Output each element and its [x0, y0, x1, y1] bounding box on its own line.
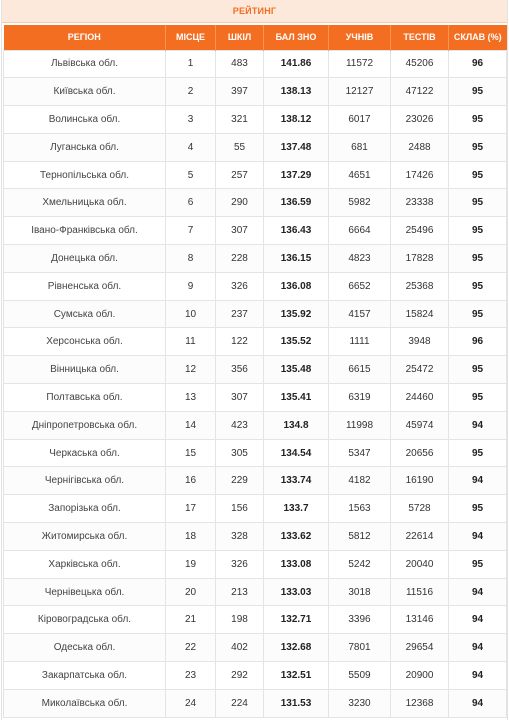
passed-percent-cell: 95 [449, 133, 507, 161]
passed-percent-cell: 94 [449, 689, 507, 717]
region-cell: Івано-Франківська обл. [4, 217, 166, 245]
table-row [4, 384, 507, 412]
table-row [4, 272, 507, 300]
zno-score-cell: 138.12 [264, 106, 329, 134]
rating-title: РЕЙТИНГ [232, 6, 277, 16]
students-cell: 5509 [329, 662, 391, 690]
zno-score-cell: 136.15 [264, 245, 329, 273]
students-cell: 4182 [329, 467, 391, 495]
tests-cell: 12368 [391, 689, 449, 717]
passed-percent-cell: 95 [449, 161, 507, 189]
tests-cell: 11516 [391, 578, 449, 606]
zno-score-cell: 134.54 [264, 439, 329, 467]
students-cell: 6664 [329, 217, 391, 245]
schools-cell: 326 [216, 272, 264, 300]
region-cell: Запорізька обл. [4, 495, 166, 523]
place-cell: 13 [166, 384, 216, 412]
schools-cell: 213 [216, 578, 264, 606]
schools-cell: 483 [216, 50, 264, 78]
place-cell: 17 [166, 495, 216, 523]
place-cell: 18 [166, 523, 216, 551]
table-body [4, 50, 507, 717]
place-cell: 16 [166, 467, 216, 495]
region-cell: Чернігівська обл. [4, 467, 166, 495]
students-cell: 5347 [329, 439, 391, 467]
zno-score-cell: 135.41 [264, 384, 329, 412]
passed-percent-cell: 96 [449, 328, 507, 356]
place-cell: 19 [166, 550, 216, 578]
schools-cell: 122 [216, 328, 264, 356]
tests-cell: 22614 [391, 523, 449, 551]
students-cell: 4651 [329, 161, 391, 189]
region-cell: Тернопільська обл. [4, 161, 166, 189]
students-cell: 6652 [329, 272, 391, 300]
place-cell: 1 [166, 50, 216, 78]
passed-percent-cell: 95 [449, 384, 507, 412]
place-cell: 4 [166, 133, 216, 161]
passed-percent-cell: 96 [449, 50, 507, 78]
place-cell: 20 [166, 578, 216, 606]
title-bar [2, 0, 507, 23]
table-row [4, 634, 507, 662]
header-students[interactable]: УЧНІВ [329, 25, 391, 50]
header-tests[interactable]: ТЕСТІВ [391, 25, 449, 50]
students-cell: 12127 [329, 78, 391, 106]
zno-score-cell: 138.13 [264, 78, 329, 106]
schools-cell: 156 [216, 495, 264, 523]
tests-cell: 13146 [391, 606, 449, 634]
table-row [4, 133, 507, 161]
tests-cell: 17426 [391, 161, 449, 189]
schools-cell: 423 [216, 411, 264, 439]
place-cell: 22 [166, 634, 216, 662]
passed-percent-cell: 94 [449, 634, 507, 662]
tests-cell: 20656 [391, 439, 449, 467]
students-cell: 1111 [329, 328, 391, 356]
schools-cell: 229 [216, 467, 264, 495]
table-row [4, 245, 507, 273]
tests-cell: 16190 [391, 467, 449, 495]
zno-score-cell: 131.53 [264, 689, 329, 717]
passed-percent-cell: 95 [449, 245, 507, 273]
passed-percent-cell: 95 [449, 356, 507, 384]
schools-cell: 55 [216, 133, 264, 161]
students-cell: 4823 [329, 245, 391, 273]
passed-percent-cell: 95 [449, 300, 507, 328]
zno-score-cell: 135.92 [264, 300, 329, 328]
students-cell: 3396 [329, 606, 391, 634]
table-row [4, 495, 507, 523]
tests-cell: 20040 [391, 550, 449, 578]
zno-score-cell: 136.08 [264, 272, 329, 300]
schools-cell: 290 [216, 189, 264, 217]
schools-cell: 307 [216, 384, 264, 412]
schools-cell: 402 [216, 634, 264, 662]
schools-cell: 305 [216, 439, 264, 467]
header-place[interactable]: МІСЦЕ [166, 25, 216, 50]
tests-cell: 15824 [391, 300, 449, 328]
table-row [4, 578, 507, 606]
region-cell: Полтавська обл. [4, 384, 166, 412]
region-cell: Дніпропетровська обл. [4, 411, 166, 439]
students-cell: 4157 [329, 300, 391, 328]
table-row [4, 356, 507, 384]
students-cell: 681 [329, 133, 391, 161]
passed-percent-cell: 94 [449, 606, 507, 634]
students-cell: 11998 [329, 411, 391, 439]
table-row [4, 50, 507, 78]
students-cell: 5982 [329, 189, 391, 217]
students-cell: 5812 [329, 523, 391, 551]
table-row [4, 550, 507, 578]
passed-percent-cell: 95 [449, 106, 507, 134]
students-cell: 6319 [329, 384, 391, 412]
zno-score-cell: 132.51 [264, 662, 329, 690]
passed-percent-cell: 95 [449, 78, 507, 106]
place-cell: 9 [166, 272, 216, 300]
region-cell: Чернівецька обл. [4, 578, 166, 606]
rating-panel [1, 0, 508, 720]
passed-percent-cell: 95 [449, 272, 507, 300]
students-cell: 6615 [329, 356, 391, 384]
students-cell: 6017 [329, 106, 391, 134]
tests-cell: 5728 [391, 495, 449, 523]
tests-cell: 25368 [391, 272, 449, 300]
passed-percent-cell: 95 [449, 439, 507, 467]
region-cell: Київська обл. [4, 78, 166, 106]
zno-score-cell: 133.7 [264, 495, 329, 523]
place-cell: 15 [166, 439, 216, 467]
place-cell: 8 [166, 245, 216, 273]
students-cell: 11572 [329, 50, 391, 78]
place-cell: 6 [166, 189, 216, 217]
zno-score-cell: 132.68 [264, 634, 329, 662]
place-cell: 5 [166, 161, 216, 189]
passed-percent-cell: 95 [449, 217, 507, 245]
students-cell: 1563 [329, 495, 391, 523]
header-zno-score[interactable]: БАЛ ЗНО [264, 25, 329, 50]
place-cell: 10 [166, 300, 216, 328]
place-cell: 7 [166, 217, 216, 245]
passed-percent-cell: 94 [449, 578, 507, 606]
passed-percent-cell: 95 [449, 550, 507, 578]
zno-score-cell: 135.48 [264, 356, 329, 384]
tests-cell: 45206 [391, 50, 449, 78]
region-cell: Донецька обл. [4, 245, 166, 273]
zno-score-cell: 133.62 [264, 523, 329, 551]
students-cell: 5242 [329, 550, 391, 578]
rating-table [3, 25, 507, 718]
place-cell: 3 [166, 106, 216, 134]
header-passed-percent[interactable]: СКЛАВ (%) [453, 32, 502, 43]
region-cell: Сумська обл. [4, 300, 166, 328]
table-row [4, 523, 507, 551]
table-row [4, 189, 507, 217]
zno-score-cell: 135.52 [264, 328, 329, 356]
table-row [4, 106, 507, 134]
region-cell: Львівська обл. [4, 50, 166, 78]
zno-score-cell: 136.43 [264, 217, 329, 245]
zno-score-cell: 137.48 [264, 133, 329, 161]
passed-percent-cell: 95 [449, 189, 507, 217]
tests-cell: 23026 [391, 106, 449, 134]
region-cell: Хмельницька обл. [4, 189, 166, 217]
zno-score-cell: 133.03 [264, 578, 329, 606]
region-cell: Херсонська обл. [4, 328, 166, 356]
passed-percent-cell: 94 [449, 411, 507, 439]
zno-score-cell: 137.29 [264, 161, 329, 189]
table-row [4, 161, 507, 189]
passed-percent-cell: 94 [449, 662, 507, 690]
header-region[interactable]: РЕГІОН [4, 25, 166, 50]
zno-score-cell: 132.71 [264, 606, 329, 634]
tests-cell: 20900 [391, 662, 449, 690]
place-cell: 21 [166, 606, 216, 634]
schools-cell: 326 [216, 550, 264, 578]
students-cell: 7801 [329, 634, 391, 662]
table-row [4, 78, 507, 106]
table-row [4, 467, 507, 495]
tests-cell: 23338 [391, 189, 449, 217]
zno-score-cell: 141.86 [264, 50, 329, 78]
students-cell: 3230 [329, 689, 391, 717]
region-cell: Миколаївська обл. [4, 689, 166, 717]
schools-cell: 228 [216, 245, 264, 273]
zno-score-cell: 133.74 [264, 467, 329, 495]
zno-score-cell: 136.59 [264, 189, 329, 217]
schools-cell: 307 [216, 217, 264, 245]
region-cell: Закарпатська обл. [4, 662, 166, 690]
header-schools[interactable]: ШКІЛ [216, 25, 264, 50]
table-row [4, 606, 507, 634]
tests-cell: 25496 [391, 217, 449, 245]
table-header [4, 25, 507, 50]
region-cell: Харківська обл. [4, 550, 166, 578]
table-row [4, 217, 507, 245]
schools-cell: 328 [216, 523, 264, 551]
schools-cell: 356 [216, 356, 264, 384]
table-row [4, 689, 507, 717]
tests-cell: 24460 [391, 384, 449, 412]
tests-cell: 2488 [391, 133, 449, 161]
region-cell: Вінницька обл. [4, 356, 166, 384]
schools-cell: 397 [216, 78, 264, 106]
region-cell: Одеська обл. [4, 634, 166, 662]
schools-cell: 237 [216, 300, 264, 328]
place-cell: 24 [166, 689, 216, 717]
region-cell: Черкаська обл. [4, 439, 166, 467]
place-cell: 12 [166, 356, 216, 384]
place-cell: 23 [166, 662, 216, 690]
table-row [4, 411, 507, 439]
table-row [4, 662, 507, 690]
tests-cell: 17828 [391, 245, 449, 273]
passed-percent-cell: 94 [449, 523, 507, 551]
schools-cell: 257 [216, 161, 264, 189]
region-cell: Рівненська обл. [4, 272, 166, 300]
tests-cell: 29654 [391, 634, 449, 662]
place-cell: 11 [166, 328, 216, 356]
region-cell: Житомирська обл. [4, 523, 166, 551]
schools-cell: 224 [216, 689, 264, 717]
tests-cell: 47122 [391, 78, 449, 106]
place-cell: 14 [166, 411, 216, 439]
schools-cell: 198 [216, 606, 264, 634]
zno-score-cell: 134.8 [264, 411, 329, 439]
table-row [4, 300, 507, 328]
schools-cell: 292 [216, 662, 264, 690]
tests-cell: 45974 [391, 411, 449, 439]
place-cell: 2 [166, 78, 216, 106]
passed-percent-cell: 94 [449, 467, 507, 495]
schools-cell: 321 [216, 106, 264, 134]
region-cell: Кіровоградська обл. [4, 606, 166, 634]
passed-percent-cell: 95 [449, 495, 507, 523]
table-row [4, 328, 507, 356]
region-cell: Луганська обл. [4, 133, 166, 161]
table-row [4, 439, 507, 467]
zno-score-cell: 133.08 [264, 550, 329, 578]
region-cell: Волинська обл. [4, 106, 166, 134]
students-cell: 3018 [329, 578, 391, 606]
tests-cell: 25472 [391, 356, 449, 384]
tests-cell: 3948 [391, 328, 449, 356]
